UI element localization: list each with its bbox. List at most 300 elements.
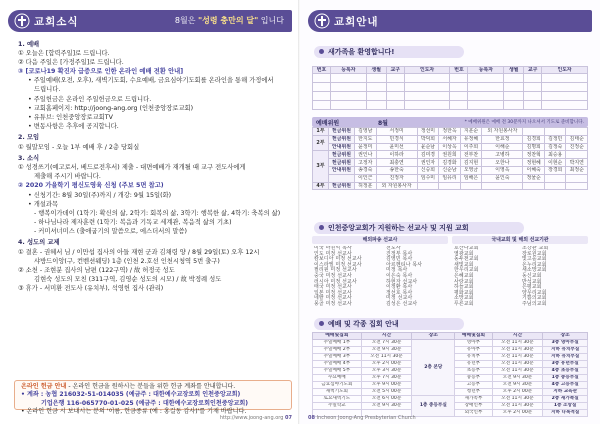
table-cell	[366, 92, 386, 101]
church-news-body	[18, 40, 290, 293]
newcomer-table	[312, 66, 588, 110]
worship-place: 2층 본당	[412, 340, 455, 396]
worship-name: 주일학교	[313, 403, 362, 410]
officer-name: 오영금	[460, 166, 482, 174]
mission-entry: 푸른교회	[454, 300, 474, 307]
worship-col-header: 예배및집회	[313, 333, 362, 340]
officer-name: 신승희	[417, 166, 439, 174]
worship-name: 주일예배 2부	[313, 347, 362, 354]
table-cell	[468, 83, 504, 92]
mission-entry: 전도사	[386, 246, 401, 251]
officer-name: 장경희	[544, 166, 566, 174]
worship-time: 오후 7시 30분	[361, 375, 412, 382]
worship-cell: 지하 다목적실	[543, 410, 588, 417]
mission-entry: 미국 마원익 목사	[314, 246, 352, 251]
officer-name	[523, 182, 545, 190]
news-line: • 주일예배(오전, 오후), 새벽기도회, 수요예배, 금요심야기도회를 온라인을 통해 가정에서	[28, 77, 274, 85]
table-cell	[542, 101, 588, 110]
left-page-title: 교회소식	[34, 16, 79, 28]
table-row	[313, 166, 588, 174]
left-footer: http://www.joong-ang.org 07	[219, 415, 292, 421]
worship-cell: 오전 11시 30분	[492, 361, 543, 368]
officer-name: 이하라	[376, 151, 417, 159]
officer-name	[566, 151, 588, 159]
mission-entry: 소망교회	[454, 295, 474, 302]
worship-cell: 3층 영아부실	[543, 340, 588, 347]
officer-name: 이인근	[355, 174, 377, 182]
newcomer-col-header: 교구	[524, 67, 542, 74]
table-cell	[468, 101, 504, 110]
officer-name: 진정순	[566, 143, 588, 151]
officer-role: 헌금위원	[329, 151, 355, 159]
worship-cell: 영아부	[455, 340, 492, 347]
officer-name: 윤정미	[355, 143, 377, 151]
mission-entry: 이스라엘 미정 선교사	[314, 261, 362, 268]
worship-cell: 4층 초등부실	[543, 368, 588, 375]
table-row	[313, 74, 588, 83]
news-line: - 행복이가데이 (1학기: 확신의 삶, 2학기: 회복의 삶, 3학기: 행복한 삶, 4학기: 축복의 삶)	[34, 209, 281, 217]
officer-name: 정선미	[417, 128, 439, 136]
news-line: • 교회홈페이지: http://joong-ang.org (인천중앙장로교회)	[28, 104, 194, 112]
officer-name: 최충연	[376, 159, 417, 167]
officer-role: 헌금위원	[329, 159, 355, 167]
table-cell	[404, 92, 450, 101]
officer-name: 고병하	[482, 151, 523, 159]
table-cell	[330, 101, 366, 110]
mission-entry: 평화교회	[454, 289, 474, 296]
officer-name: 신순남	[439, 166, 461, 174]
officer-name: 이해순	[482, 143, 523, 151]
table-cell	[542, 92, 588, 101]
table-cell	[468, 92, 504, 101]
worship-cell: 3층 유년부실	[543, 361, 588, 368]
worship-cell: 유치부	[455, 354, 492, 361]
table-cell	[450, 83, 468, 92]
worship-cell: 오전 11시 30분	[492, 354, 543, 361]
table-cell	[524, 101, 542, 110]
worship-cell: 장애인부	[455, 403, 492, 410]
officer-name: 정찬혁	[523, 151, 545, 159]
table-cell	[504, 101, 524, 110]
officer-name: 김태순	[566, 135, 588, 143]
officer-name: 임해은	[460, 174, 482, 182]
mission-entry: 미정 선교사	[386, 295, 413, 302]
officer-name: 이주희	[460, 143, 482, 151]
mission-entry: 일본 미정 선교사	[314, 289, 352, 296]
officer-name: 윤미선	[376, 143, 417, 151]
officer-name: 김영남	[355, 128, 377, 136]
officer-name: 이상옥	[439, 143, 461, 151]
section-heading: 2. 모임	[18, 134, 40, 142]
table-cell	[524, 74, 542, 83]
news-line: ② 소천 - 조현분 집사의 남편 (122구역) / 故 허정국 성도	[18, 266, 175, 274]
table-cell	[386, 83, 404, 92]
mission-entry: 중국 미정 선교사	[314, 272, 352, 279]
table-row	[313, 396, 588, 403]
mission-entry: 네팔 미정 선교사	[314, 295, 352, 302]
newcomer-col-header: 생월	[366, 67, 386, 74]
newcomer-heading: 새가족을 환영합니다!	[314, 46, 464, 58]
officer-name: 김미경	[417, 151, 439, 159]
table-row	[313, 182, 588, 190]
news-line: ③ [코로나19 확진자 급증으로 인한 온라인 예배 전환 안내]	[18, 68, 184, 76]
worship-name: 주일예배 5부	[313, 368, 362, 375]
table-cell	[504, 92, 524, 101]
mission-entry: 아르헨티나 목사	[386, 261, 423, 268]
table-cell	[542, 83, 588, 92]
newcomer-col-header: 등록자	[468, 67, 504, 74]
officer-name: 박지연	[566, 159, 588, 167]
officer-name: 한지도	[355, 135, 377, 143]
officer-name: 오한나	[482, 159, 523, 167]
worship-cell: 1층 소망실	[543, 403, 588, 410]
mission-entry: 이은숙 목사	[386, 272, 413, 279]
right-page-title: 교회안내	[334, 16, 379, 28]
table-row	[313, 101, 588, 110]
worship-col-header: 예배및집회	[455, 333, 492, 340]
officer-name: 김정민	[544, 135, 566, 143]
officer-role: 헌금위원	[329, 128, 355, 136]
officer-name: 이현순	[544, 159, 566, 167]
mission-entry: 태국 미정 선교사	[314, 284, 352, 291]
officer-name: 서정미	[376, 128, 417, 136]
officer-name	[544, 174, 566, 182]
right-page-header	[308, 10, 592, 32]
table-cell	[313, 92, 331, 101]
mission-entry: 양무리교회	[522, 289, 547, 296]
table-cell	[524, 83, 542, 92]
officer-name	[544, 182, 566, 190]
month-theme: 8월은 "성령 충만의 달" 입니다	[174, 16, 284, 25]
worship-cell: 중등부	[455, 375, 492, 382]
news-line: 제출해 주시기 바랍니다.	[34, 173, 101, 181]
cross-ornament-icon	[14, 13, 30, 29]
officer-name: 정물순	[523, 174, 545, 182]
officer-name: 지훈순	[460, 128, 482, 136]
worship-time: 오후 2시 00분	[361, 361, 412, 368]
officer-name: 김경희	[523, 135, 545, 143]
right-footer: 08 Incheon Joong-Ang Presbyterian Church	[308, 415, 416, 421]
mission-entry: 영광교회	[454, 250, 474, 257]
table-cell	[330, 74, 366, 83]
missions-list: 해외파송 선교사 국내교회 및 해외 선교기관 미국 마원익 목사 인도 미정 선교사 캄보디아 미정 선교사 이스라엘 미정 선교사 필리핀 미정 선교사 중국 미정 선교사 러시아 미정 선교사 태국 미정 선교사 일본 미정 선교사 네팔 미정 선교사 몽골 미정 선교사 전도사 진정부 목사 김영민 목사 아르헨티나 목사 미정 목사 이은숙 목사 하현자 선교사 이정환 목사 정선호 목사 미정 선교사 김성은 선교사 호산나교회 영광교회 동두천교회 새빛교회 한우리교회 은혜교회 사랑교회 하늘교회 평화교회 소망교회 푸른교회 조강관 교회 장로원교회 빛고을교회 온누리교회 새소망교회 동신교회 반석교회 은평교회 양무리교회 기쁨의교회 주님의교회	[312, 236, 588, 316]
officer-name: 박덕희	[417, 135, 439, 143]
news-line: ① 월말모임 - 오늘 1부 예배 후 / 2층 당회실	[18, 143, 140, 151]
worship-cell: 오전 11시 30분	[492, 347, 543, 354]
mission-entry: 새소망교회	[522, 267, 547, 274]
mission-entry: 몽골 미정 선교사	[314, 300, 352, 307]
officer-name: 송경숙	[355, 166, 377, 174]
worship-name: 토요새벽기도	[313, 396, 362, 403]
worship-cell: 오후 2시 00분	[492, 389, 543, 396]
news-line: ① 결혼 - 권혜서 님 / 이만섭 집사의 아들 재현 군과 김채령 양 / 8월 29일(토) 오후 12시	[18, 248, 260, 256]
worship-cell: 1층 중등부실	[543, 375, 588, 382]
mission-entry: 이정환 목사	[386, 284, 413, 291]
worship-name: 수요예배	[313, 375, 362, 382]
officer-name: 전부찬	[460, 151, 482, 159]
officer-name: 허정훈	[355, 182, 377, 190]
newcomer-col-header: 번호	[313, 67, 331, 74]
mission-entry: 러시아 미정 선교사	[314, 278, 357, 285]
mission-entry: 진정부 목사	[386, 250, 413, 257]
table-cell	[386, 101, 404, 110]
officer-band: 예배위원 8월 * 예배위원은 예배 전 30분까지 나오셔서 기도로 준비합니다.	[312, 117, 588, 127]
news-line: • 개설과목	[28, 200, 59, 208]
officer-name	[482, 182, 523, 190]
online-offering-notice: 온라인 헌금 안내 - 온라인 헌금을 원하시는 분들을 위한 헌금 계좌를 안내합니다. • 계좌 : 농협 216032-51-014035 (예금주 : 대한예수교장로회 인천중앙교회) 기업은행 116-065770-01-025 (예금주 : 대한예수교장로회인천중앙교회) • 온라인 헌금 시 보내시는 분의 '이름, 헌금종류 (예 : 홍길동 감사)'를 기재 바랍니다.	[14, 380, 292, 410]
table-cell	[404, 101, 450, 110]
officer-name: 진정자	[376, 174, 417, 182]
worship-name: 주일예배 3부	[313, 354, 362, 361]
newcomer-col-header: 생월	[504, 67, 524, 74]
missions-heading: 인천중앙교회가 지원하는 선교사 및 지원 교회	[314, 222, 524, 234]
officer-name: 정한옥	[439, 128, 461, 136]
worship-name: 주일예배 1부	[313, 340, 362, 347]
worship-time: 오전 9시 30분	[361, 403, 412, 410]
officer-name: 외 자원봉사자	[482, 128, 523, 136]
news-line: ② 2020 가을학기 평신도영육 신청 (주보 5면 참고)	[18, 182, 164, 190]
officer-name: 김지현	[460, 159, 482, 167]
table-row	[313, 135, 588, 143]
left-page-header	[8, 10, 292, 32]
worship-cell: 유아부	[455, 347, 492, 354]
officer-part: 3부	[313, 151, 329, 182]
worship-cell: 4층 고등부실	[543, 382, 588, 389]
worship-name: 금요심야기도회	[313, 382, 362, 389]
worship-time: 오후 9시 00분	[361, 382, 412, 389]
officer-name	[460, 182, 482, 190]
mission-entry: 캄보디아 미정 선교사	[314, 256, 362, 263]
mission-entry: 한우리교회	[454, 267, 479, 274]
officer-name: 최승용	[544, 151, 566, 159]
worship-cell: 초등부	[455, 368, 492, 375]
table-cell	[450, 101, 468, 110]
table-row	[313, 340, 588, 347]
table-cell	[313, 74, 331, 83]
mission-entry: 인도 미정 선교사	[314, 250, 352, 257]
mission-entry: 정선호 목사	[386, 289, 413, 296]
section-heading: 1. 예배	[18, 41, 40, 48]
worship-cell: 오전 11시 30분	[492, 368, 543, 375]
worship-cell: 새가족부	[455, 396, 492, 403]
table-cell	[404, 83, 450, 92]
officer-name	[544, 128, 566, 136]
table-cell	[386, 74, 404, 83]
officer-part: 2부	[313, 135, 329, 151]
worship-cell: 오전 9시 30분	[492, 382, 543, 389]
worship-time: 오전 6시 00분	[361, 396, 412, 403]
table-cell	[386, 92, 404, 101]
officer-name: 정현혜	[523, 159, 545, 167]
worship-cell: 외국인부	[455, 410, 492, 417]
officer-name: 최정순	[566, 166, 588, 174]
mission-entry: 필리핀 미정 선교사	[314, 267, 357, 274]
worship-table	[312, 332, 588, 417]
officer-name: 이영옥	[482, 166, 523, 174]
mission-entry: 김성은 선교사	[386, 300, 418, 307]
news-line: 샤방드이앙(구, 컨벤션웨딩) 1층 (인천 2.호선 인천시청역 5번 출구)	[34, 257, 220, 265]
news-line: ① 오늘은 [합력주일]로 드립니다.	[18, 50, 110, 58]
table-cell	[366, 101, 386, 110]
officer-name: 권인나	[355, 151, 377, 159]
newcomer-col-header: 인도자	[542, 67, 588, 74]
table-cell	[542, 74, 588, 83]
worship-time: 오전 7시 30분	[361, 340, 412, 347]
news-line: • 주일헌금은 온라인 주일헌금으로 드립니다.	[28, 95, 152, 103]
officer-name: 이혜숙	[523, 166, 545, 174]
news-line: • 유튜브: 인천중앙장로교회TV	[28, 113, 113, 121]
officer-role: 헌금위원	[329, 182, 355, 190]
worship-cell: 오전 11시 30분	[492, 403, 543, 410]
mission-entry: 동두천교회	[454, 256, 479, 263]
officer-name: 서혜자	[439, 135, 461, 143]
worship-place: 1층 중등부실	[412, 396, 455, 417]
newcomer-col-header: 번호	[450, 67, 468, 74]
news-line: • 신청기간: 8월 30일(주)까지 / 개강: 9월 15일(화)	[28, 191, 172, 199]
mission-entry: 은평교회	[522, 284, 542, 291]
officer-role: 안내위원	[329, 166, 355, 174]
worship-cell: 오전 11시 30분	[492, 396, 543, 403]
cross-ornament-icon	[314, 13, 330, 29]
worship-cell: 오전 9시 30분	[492, 375, 543, 382]
officer-role: 안내위원	[329, 143, 355, 151]
mission-entry: 새빛교회	[454, 261, 474, 268]
officer-name: 외 자원봉사자	[376, 182, 417, 190]
table-cell	[504, 74, 524, 83]
mission-entry: 사랑교회	[454, 278, 474, 285]
mission-entry: 빛고을교회	[522, 256, 547, 263]
officer-name	[566, 182, 588, 190]
mission-entry: 기쁨의교회	[522, 295, 547, 302]
officer-name: 고정자	[355, 159, 377, 167]
worship-cell: 지하 유치부실	[543, 347, 588, 354]
worship-cell: 유년부	[455, 361, 492, 368]
officer-name: 윤인숙	[482, 174, 523, 182]
officer-name: 권원희	[439, 151, 461, 159]
worship-cell: 고등부	[455, 382, 492, 389]
section-heading: 3. 소식	[18, 155, 40, 163]
officer-name: 민경식	[376, 135, 417, 143]
mission-entry: 장로원교회	[522, 250, 547, 257]
officer-name: 김명희	[523, 143, 545, 151]
officer-name	[566, 128, 588, 136]
worship-cell: 지하 유치부실	[543, 354, 588, 361]
officer-name: 한효정	[482, 135, 523, 143]
mission-entry: 하늘교회	[454, 284, 474, 291]
officer-part: 1부	[313, 128, 329, 136]
worship-col-header: 시간	[361, 333, 412, 340]
table-cell	[524, 92, 542, 101]
worship-time: 오후 3시 30분	[361, 368, 412, 375]
mission-entry: 동신교회	[522, 272, 542, 279]
worship-name: 새벽기도회	[313, 389, 362, 396]
worship-cell: 오전 11시 30분	[492, 340, 543, 347]
newcomer-col-header: 교구	[386, 67, 404, 74]
table-cell	[330, 83, 366, 92]
mission-entry: 김영민 목사	[386, 256, 413, 263]
news-line: - 하나님나라 제자훈련 (1학기: 복음과 기독교 세계관, 복음적 삶의 기초)	[34, 218, 232, 226]
officer-name	[523, 128, 545, 136]
officer-name: 김정숙	[544, 143, 566, 151]
mission-entry: 주님의교회	[522, 300, 547, 307]
worship-time: 오전 11시 30분	[361, 354, 412, 361]
right-page	[300, 0, 600, 424]
section-heading: 4. 성도의 교제	[18, 239, 60, 247]
officer-name: 송한숙	[376, 166, 417, 174]
table-row	[313, 128, 588, 136]
table-row	[313, 159, 588, 167]
officer-role	[329, 174, 355, 182]
newcomer-col-header: 인도자	[404, 67, 450, 74]
worship-time: 오전 5시 00분	[361, 389, 412, 396]
officer-table	[312, 127, 588, 190]
worship-cell: 청년부	[455, 389, 492, 396]
table-cell	[330, 92, 366, 101]
table-cell	[450, 92, 468, 101]
table-row	[313, 151, 588, 159]
table-cell	[313, 101, 331, 110]
worship-col-header: 장소	[412, 333, 455, 340]
news-line: ② 다음 주일은 [가정주일]로 드립니다.	[18, 59, 124, 67]
news-line: • 변동사항은 추후에 공지합니다.	[28, 122, 119, 130]
worship-name: 주일예배 4부	[313, 361, 362, 368]
worship-cell: 2층 새가족실	[543, 396, 588, 403]
news-line: ① 성경쓰기(예고로서, 베드로전후서) 제출 - 대면예배가 재개될 때 교구 전도사에게	[18, 164, 246, 172]
mission-entry: 미정 목사	[386, 267, 408, 274]
officer-name: 윤순남	[417, 143, 439, 151]
officer-name: 권인자	[417, 159, 439, 167]
mission-entry: 온누리교회	[522, 261, 547, 268]
table-row	[313, 174, 588, 182]
mission-entry: 조강관 교회	[522, 246, 549, 251]
officer-name: 임유리	[439, 174, 461, 182]
worship-cell: 지하 교육관	[543, 389, 588, 396]
news-line: ③ 휴가 - 서미환 전도사 (유치부), 석영헌 집사 (관리)	[18, 284, 164, 292]
news-line: - 커미셔너미스 (출애굽기의 말씀으로, 에스더서의 말씀)	[34, 227, 188, 235]
worship-col-header: 장소	[543, 333, 588, 340]
officer-name	[439, 182, 461, 190]
news-line: 김현숙 성도의 모친 (311구역, 김영순 성도의 시모) / 故 박정례 성도	[34, 275, 222, 283]
officer-name	[566, 174, 588, 182]
table-row	[313, 143, 588, 151]
officer-part: 4부	[313, 182, 329, 190]
table-row	[313, 92, 588, 101]
news-line: 드립니다.	[34, 86, 61, 94]
worship-heading: 예배 및 각종 집회 안내	[314, 318, 464, 330]
mission-entry: 호산나교회	[454, 246, 479, 251]
table-cell	[404, 74, 450, 83]
worship-col-header: 시간	[492, 333, 543, 340]
mission-entry: 하현자 선교사	[386, 278, 418, 285]
table-cell	[366, 83, 386, 92]
worship-time: 오전 9시 30분	[361, 347, 412, 354]
table-row	[313, 83, 588, 92]
table-cell	[450, 74, 468, 83]
table-cell	[468, 74, 504, 83]
officer-name	[417, 182, 439, 190]
mission-entry: 반석교회	[522, 278, 542, 285]
officer-name: 유정혜	[460, 135, 482, 143]
mission-entry: 은혜교회	[454, 272, 474, 279]
newcomer-col-header: 등록자	[330, 67, 366, 74]
table-cell	[313, 83, 331, 92]
officer-name: 김경화	[439, 159, 461, 167]
officer-role: 헌금위원	[329, 135, 355, 143]
table-cell	[366, 74, 386, 83]
worship-cell: 오후 2시 00분	[492, 410, 543, 417]
officer-name: 임수미	[417, 174, 439, 182]
table-cell	[504, 83, 524, 92]
